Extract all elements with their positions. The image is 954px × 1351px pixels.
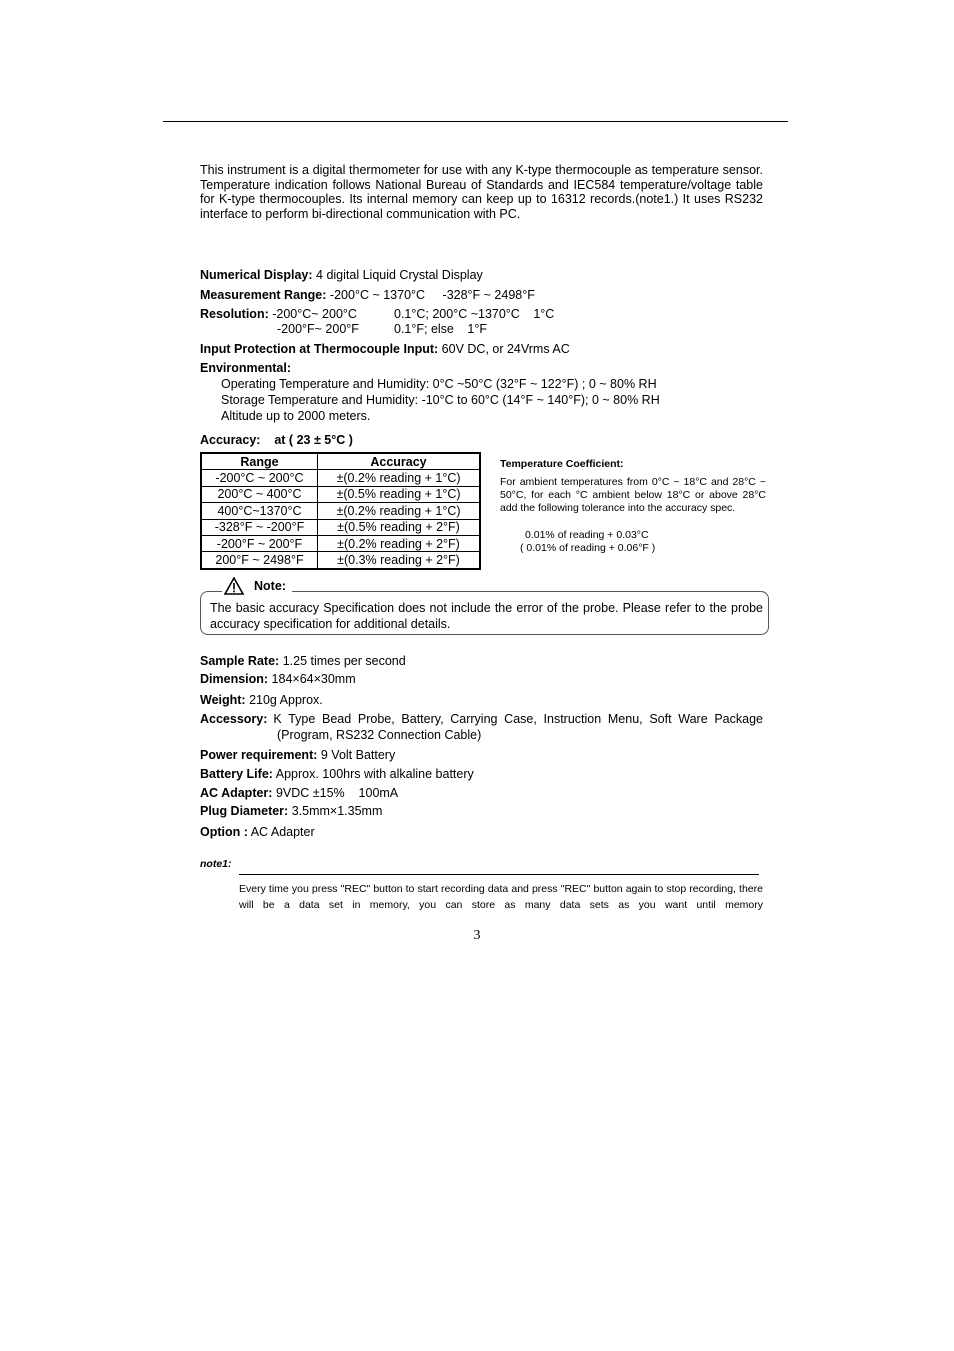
accuracy-cell: ±(0.2% reading + 2°F): [318, 535, 481, 551]
environmental-line: Altitude up to 2000 meters.: [221, 409, 371, 423]
spec-weight: Weight: 210g Approx.: [200, 693, 323, 707]
spec-resolution: Resolution: -200°C~ 200°C: [200, 307, 357, 321]
spec-dimension: Dimension: 184×64×30mm: [200, 672, 356, 686]
note1-rule: [239, 874, 759, 875]
accuracy-cell: ±(0.3% reading + 2°F): [318, 552, 481, 569]
range-cell: 200°F ~ 2498°F: [201, 552, 318, 569]
accuracy-cell: ±(0.5% reading + 2°F): [318, 519, 481, 535]
spec-sample-rate: Sample Rate: 1.25 times per second: [200, 654, 406, 668]
resolution-row2-value: 0.1°F; else 1°F: [394, 322, 487, 336]
range-cell: 200°C ~ 400°C: [201, 486, 318, 502]
table-row: [201, 519, 480, 535]
spec-option: Option : AC Adapter: [200, 825, 315, 839]
note-label: Note:: [254, 578, 286, 593]
accessory-continued: (Program, RS232 Connection Cable): [277, 728, 482, 742]
table-row: [201, 470, 480, 486]
note1-text: Every time you press "REC" button to start recording data and press "REC" button again to stop recording, there will be a data set in memory, you can store as many data sets as you want until memory: [239, 883, 763, 911]
note1-label: note1:: [200, 858, 232, 870]
spec-input-protection: Input Protection at Thermocouple Input: 60V DC, or 24Vrms AC: [200, 342, 570, 356]
temp-coefficient-fahrenheit: ( 0.01% of reading + 0.06°F ): [520, 542, 656, 554]
warning-triangle-icon: [224, 577, 244, 595]
header-rule: [163, 121, 788, 122]
table-row: [201, 535, 480, 551]
temp-coefficient-body: For ambient temperatures from 0°C ~ 18°C and 28°C ~ 50°C, for each °C ambient below 18°C or above 28°C add the following tolerance into the accuracy spec.: [500, 476, 766, 514]
spec-numerical-display: Numerical Display: 4 digital Liquid Crystal Display: [200, 268, 483, 282]
spec-accessory: Accessory: K Type Bead Probe, Battery, Carrying Case, Instruction Menu, Soft Ware Package: [200, 712, 763, 726]
resolution-row2-range: -200°F~ 200°F: [277, 322, 359, 336]
table-row: [201, 503, 480, 519]
note-text: The basic accuracy Specification does not include the error of the probe. Please refer to the probe accuracy specification for additional details.: [210, 601, 763, 631]
accuracy-cell: ±(0.5% reading + 1°C): [318, 486, 481, 502]
accuracy-cell: ±(0.2% reading + 1°C): [318, 470, 481, 486]
column-header: Range: [201, 453, 318, 470]
note-heading: [222, 577, 292, 595]
range-cell: -200°C ~ 200°C: [201, 470, 318, 486]
column-header: Accuracy: [318, 453, 481, 470]
range-cell: -200°F ~ 200°F: [201, 535, 318, 551]
environmental-line: Operating Temperature and Humidity: 0°C ~50°C (32°F ~ 122°F) ; 0 ~ 80% RH: [221, 377, 657, 391]
spec-battery-life: Battery Life: Approx. 100hrs with alkaline battery: [200, 767, 474, 781]
accuracy-cell: ±(0.2% reading + 1°C): [318, 503, 481, 519]
spec-ac-adapter: AC Adapter: 9VDC ±15% 100mA: [200, 786, 399, 800]
environmental-line: Storage Temperature and Humidity: -10°C to 60°C (14°F ~ 140°F); 0 ~ 80% RH: [221, 393, 660, 407]
resolution-row1-value: 0.1°C; 200°C ~1370°C 1°C: [394, 307, 555, 321]
accuracy-table: [200, 452, 481, 570]
temp-coefficient-title: Temperature Coefficient:: [500, 458, 624, 470]
range-cell: -328°F ~ -200°F: [201, 519, 318, 535]
spec-measurement-range: Measurement Range: -200°C ~ 1370°C -328°F ~ 2498°F: [200, 288, 535, 302]
temp-coefficient-celsius: 0.01% of reading + 0.03°C: [525, 529, 649, 541]
table-row: [201, 486, 480, 502]
accuracy-title: Accuracy: at ( 23 ± 5°C ): [200, 433, 353, 447]
spec-environmental: Environmental:: [200, 361, 291, 375]
spec-plug-diameter: Plug Diameter: 3.5mm×1.35mm: [200, 804, 383, 818]
spec-power-requirement: Power requirement: 9 Volt Battery: [200, 748, 396, 762]
table-row: [201, 552, 480, 569]
range-cell: 400°C~1370°C: [201, 503, 318, 519]
page-number: 3: [473, 928, 481, 943]
table-header-row: [201, 453, 480, 470]
intro-paragraph: This instrument is a digital thermometer for use with any K-type thermocouple as temperature sensor. Temperature indication follows National Bureau of Standards and IEC584 temperature/voltage table for K-type thermocouples. Its internal memory can keep up to 16312 records.(note1.) It uses RS232 interface to perform bi-directional communication with PC.: [200, 163, 763, 221]
